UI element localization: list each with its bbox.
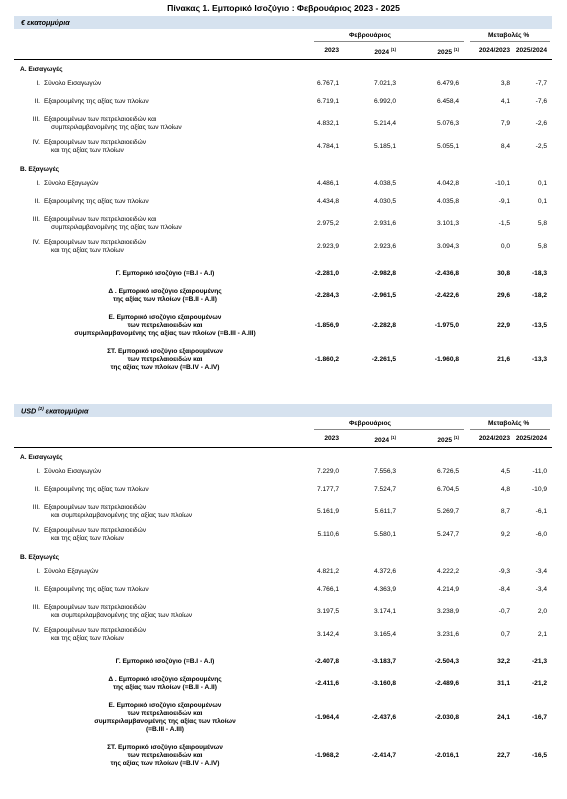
value-cell: -2.261,5 (371, 356, 396, 363)
value-cell: 8,4 (500, 143, 510, 150)
value-cell: -2.411,6 (315, 680, 339, 687)
value-cell: 3,8 (500, 80, 510, 87)
balance-label-line: ΣΤ. Εμπορικό ισοζύγιο εξαιρουμένων (107, 744, 223, 751)
row-numeral: II. (34, 486, 40, 493)
value-cell: 6.767,1 (317, 80, 339, 87)
balance-row (14, 288, 552, 308)
table-row (14, 527, 552, 547)
footnote-1: (1) (390, 47, 396, 52)
row-label-line: Εξαιρουμένης της αξίας των πλοίων (44, 586, 149, 593)
row-label-line: και συμπεριλαμβανομένης της αξίας των πλοίων (51, 612, 193, 619)
value-cell: 7,9 (500, 120, 510, 127)
row-label (44, 180, 314, 188)
balance-row (14, 702, 552, 738)
header-change-2025-2024: 2025/2024 (515, 47, 547, 54)
value-cell: -1.860,2 (314, 356, 339, 363)
value-cell: -2.030,8 (434, 714, 459, 721)
value-cell: 3.174,1 (374, 608, 396, 615)
row-label-line: Εξαιρουμένης της αξίας των πλοίων (44, 98, 149, 105)
value-cell: -21,2 (531, 680, 547, 687)
value-cell: 6.458,4 (437, 98, 459, 105)
balance-label-line: συμπεριλαμβανομένης της αξίας των πλοίων (94, 718, 236, 725)
balance-row (14, 744, 552, 772)
row-label (44, 116, 314, 132)
value-cell: -2.961,5 (371, 292, 396, 299)
table-row (14, 504, 552, 524)
row-label-line: και της αξίας των πλοίων (51, 147, 124, 154)
footnote-1: (1) (390, 435, 396, 440)
section-heading: Α. Εισαγωγές (20, 454, 63, 461)
value-cell: 7.177,7 (317, 486, 339, 493)
value-cell: 5.185,1 (374, 143, 396, 150)
balance-label-line: της αξίας των πλοίων (=B.II - A.II) (113, 684, 217, 691)
value-cell: -2.282,8 (371, 322, 396, 329)
row-label (44, 139, 314, 155)
value-cell: -18,2 (531, 292, 547, 299)
row-label-line: Εξαιρουμένων των πετρελαιοειδών και (44, 216, 157, 223)
row-label (44, 604, 314, 620)
value-cell: 5.580,1 (374, 531, 396, 538)
value-cell: 3.197,5 (317, 608, 339, 615)
value-cell: 2.923,9 (317, 243, 339, 250)
table-row (14, 468, 552, 483)
balance-row (14, 314, 552, 342)
balance-row (14, 270, 552, 282)
row-label (44, 504, 314, 520)
value-cell: -1.964,4 (314, 714, 339, 721)
row-numeral: III. (32, 116, 40, 123)
value-cell: 24,1 (497, 714, 510, 721)
row-label-line: Σύνολο Εισαγωγών (44, 468, 102, 475)
value-cell: -2.437,6 (371, 714, 396, 721)
value-cell: -2.284,3 (314, 292, 339, 299)
balance-label-line: Γ. Εμπορικό ισοζύγιο (=B.I - A.I) (115, 270, 215, 277)
footnote-1: (1) (453, 47, 459, 52)
value-cell: -1.968,2 (314, 752, 339, 759)
value-cell: -0,7 (498, 608, 510, 615)
value-cell: 2.923,6 (374, 243, 396, 250)
value-cell: -9,1 (498, 198, 510, 205)
row-label-line: και της αξίας των πλοίων (51, 635, 124, 642)
balance-label-line: των πετρελαιοειδών και (127, 322, 203, 329)
value-cell: 4.832,1 (317, 120, 339, 127)
balance-label (20, 744, 310, 768)
table-row (14, 198, 552, 213)
value-cell: -2.281,0 (314, 270, 339, 277)
table-row (14, 98, 552, 113)
balance-label (20, 288, 310, 304)
row-label (44, 468, 314, 476)
value-cell: 4,5 (500, 468, 510, 475)
value-cell: 4.821,2 (317, 568, 339, 575)
header-february: Φεβρουάριος (349, 420, 391, 427)
unit-bar (14, 404, 552, 417)
value-cell: 2.975,2 (317, 220, 339, 227)
page-title: Πίνακας 1. Εμπορικό Ισοζύγιο : Φεβρουάριος 2023 - 2025 (167, 3, 400, 13)
value-cell: 6.719,1 (317, 98, 339, 105)
table-row (14, 586, 552, 601)
balance-label-line: Δ . Εμπορικό ισοζύγιο εξαιρουμένης (108, 676, 222, 683)
row-numeral: IV. (32, 527, 40, 534)
value-cell: -7,6 (535, 98, 547, 105)
value-cell: 0,1 (537, 198, 547, 205)
value-cell: 22,9 (497, 322, 510, 329)
row-label (44, 527, 314, 543)
value-cell: 7.524,7 (374, 486, 396, 493)
row-label (44, 98, 314, 106)
value-cell: 6.992,0 (374, 98, 396, 105)
value-cell: -3.160,8 (371, 680, 396, 687)
value-cell: 21,6 (497, 356, 510, 363)
table-header (14, 29, 552, 60)
value-cell: -3,4 (535, 568, 547, 575)
value-cell: -9,3 (498, 568, 510, 575)
balance-label-line: ΣΤ. Εμπορικό ισοζύγιο εξαιρουμένων (107, 348, 223, 355)
row-numeral: IV. (32, 139, 40, 146)
table-row (14, 486, 552, 501)
row-numeral: II. (34, 98, 40, 105)
row-numeral: I. (36, 468, 40, 475)
value-cell: 3.231,6 (437, 631, 459, 638)
value-cell: -16,5 (531, 752, 547, 759)
row-label (44, 80, 314, 88)
value-cell: 8,7 (500, 508, 510, 515)
unit-label: USD $^{(2)}$ εκατομμύρια (21, 405, 89, 415)
row-label (44, 586, 314, 594)
value-cell: 31,1 (497, 680, 510, 687)
row-numeral: III. (32, 504, 40, 511)
value-cell: -3.183,7 (371, 658, 396, 665)
value-cell: 3.165,4 (374, 631, 396, 638)
eur-table (14, 16, 552, 400)
value-cell: -11,0 (532, 468, 547, 475)
value-cell: 4.363,9 (374, 586, 396, 593)
section-heading: Β. Εξαγωγές (20, 554, 60, 561)
row-label-line: και της αξίας των πλοίων (51, 535, 124, 542)
row-label-line: και συμπεριλαμβανομένης της αξίας των πλοίων (51, 512, 193, 519)
row-numeral: IV. (32, 239, 40, 246)
table-row (14, 239, 552, 259)
value-cell: -2.436,8 (434, 270, 459, 277)
value-cell: 6.726,5 (437, 468, 459, 475)
value-cell: 4,8 (500, 486, 510, 493)
row-label-line: Εξαιρουμένης της αξίας των πλοίων (44, 486, 149, 493)
value-cell: 0,1 (537, 180, 547, 187)
row-numeral: I. (36, 80, 40, 87)
value-cell: 29,6 (497, 292, 510, 299)
table-header (14, 417, 552, 448)
table-body (14, 60, 552, 400)
balance-label-line: των πετρελαιοειδών και (127, 752, 203, 759)
balance-label-line: (=B.III - A.III) (145, 726, 185, 733)
header-rule (470, 41, 550, 42)
value-cell: 6.479,6 (437, 80, 459, 87)
header-changes: Μεταβολές % (488, 32, 530, 39)
balance-row (14, 676, 552, 696)
value-cell: 7.556,3 (374, 468, 396, 475)
value-cell: -1.856,9 (314, 322, 339, 329)
table-row (14, 80, 552, 95)
value-cell: 2,1 (537, 631, 547, 638)
value-cell: 5,8 (537, 243, 547, 250)
balance-label-line: Ε. Εμπορικό ισοζύγιο εξαιρουμένων (108, 702, 222, 709)
value-cell: 9,2 (500, 531, 510, 538)
header-rule (314, 429, 464, 430)
value-cell: 5.611,7 (374, 508, 396, 515)
row-label-line: Εξαιρουμένων των πετρελαιοειδών (44, 527, 147, 534)
value-cell: -2.414,7 (371, 752, 396, 759)
value-cell: 5,8 (537, 220, 547, 227)
value-cell: 4.486,1 (317, 180, 339, 187)
value-cell: -2,5 (535, 143, 547, 150)
header-rule (314, 41, 464, 42)
value-cell: -2.489,6 (434, 680, 459, 687)
balance-label (20, 702, 310, 734)
footnote-1: (1) (453, 435, 459, 440)
value-cell: 4.038,5 (374, 180, 396, 187)
row-label (44, 198, 314, 206)
value-cell: 7.229,0 (317, 468, 339, 475)
header-year-2025: 2025 $^{(1)}$ (437, 435, 459, 445)
value-cell: 5.076,3 (437, 120, 459, 127)
row-numeral: II. (34, 586, 40, 593)
row-label-line: Εξαιρουμένων των πετρελαιοειδών (44, 139, 147, 146)
balance-label-line: των πετρελαιοειδών και (127, 710, 203, 717)
value-cell: 4.042,8 (437, 180, 459, 187)
value-cell: 4.035,8 (437, 198, 459, 205)
value-cell: -13,3 (531, 356, 547, 363)
row-numeral: IV. (32, 627, 40, 634)
value-cell: 0,7 (500, 631, 510, 638)
table-body (14, 448, 552, 788)
value-cell: -2.504,3 (434, 658, 459, 665)
value-cell: -2.016,1 (434, 752, 459, 759)
row-label-line: Σύνολο Εισαγωγών (44, 80, 102, 87)
value-cell: 2,0 (537, 608, 547, 615)
row-label-line: Εξαιρουμένης της αξίας των πλοίων (44, 198, 149, 205)
value-cell: -6,1 (535, 508, 547, 515)
value-cell: 5.161,9 (317, 508, 339, 515)
row-numeral: II. (34, 198, 40, 205)
header-changes: Μεταβολές % (488, 420, 530, 427)
row-label-line: συμπεριλαμβανομένης της αξίας των πλοίων (51, 224, 182, 231)
table-row (14, 604, 552, 624)
balance-label-line: συμπεριλαμβανομένης της αξίας των πλοίων (=B.III - A.III) (74, 330, 256, 337)
section-heading: Α. Εισαγωγές (20, 66, 63, 73)
value-cell: -3,4 (535, 586, 547, 593)
section-heading: Β. Εξαγωγές (20, 166, 60, 173)
row-numeral: III. (32, 216, 40, 223)
header-year-2024: 2024 $^{(1)}$ (374, 47, 396, 57)
value-cell: 30,8 (497, 270, 510, 277)
header-year-2023: 2023 (324, 47, 339, 54)
value-cell: 3.101,3 (437, 220, 459, 227)
value-cell: -10,1 (494, 180, 510, 187)
value-cell: 4.222,2 (437, 568, 459, 575)
value-cell: -2,6 (535, 120, 547, 127)
value-cell: -1,5 (498, 220, 510, 227)
balance-label-line: της αξίας των πλοίων (=B.IV - A.IV) (110, 364, 220, 371)
value-cell: -2.982,8 (371, 270, 396, 277)
row-numeral: I. (36, 180, 40, 187)
balance-label (20, 270, 310, 278)
table-row (14, 139, 552, 159)
value-cell: 4.766,1 (317, 586, 339, 593)
row-label-line: Εξαιρουμένων των πετρελαιοειδών (44, 627, 147, 634)
row-label (44, 216, 314, 232)
row-label-line: Εξαιρουμένων των πετρελαιοειδών (44, 604, 147, 611)
value-cell: 4,1 (500, 98, 510, 105)
value-cell: 0,0 (500, 243, 510, 250)
balance-label (20, 658, 310, 666)
row-label (44, 239, 314, 255)
table-row (14, 180, 552, 195)
value-cell: 4.214,9 (437, 586, 459, 593)
value-cell: -6,0 (535, 531, 547, 538)
value-cell: -2.407,8 (314, 658, 339, 665)
row-numeral: III. (32, 604, 40, 611)
header-change-2025-2024: 2025/2024 (515, 435, 547, 442)
value-cell: -16,7 (531, 714, 547, 721)
unit-bar (14, 16, 552, 29)
row-label-line: Εξαιρουμένων των πετρελαιοειδών και (44, 116, 157, 123)
value-cell: 7.021,3 (374, 80, 396, 87)
value-cell: 5.214,4 (374, 120, 396, 127)
balance-label (20, 676, 310, 692)
row-label-line: Εξαιρουμένων των πετρελαιοειδών (44, 504, 147, 511)
value-cell: 4.372,6 (374, 568, 396, 575)
value-cell: -2.422,6 (434, 292, 459, 299)
value-cell: 22,7 (497, 752, 510, 759)
row-label (44, 568, 314, 576)
unit-label: € εκατομμύρια (21, 17, 70, 27)
value-cell: -1.960,8 (434, 356, 459, 363)
usd-table (14, 404, 552, 788)
header-change-2024-2023: 2024/2023 (478, 47, 510, 54)
row-label-line: Εξαιρουμένων των πετρελαιοειδών (44, 239, 147, 246)
table-row (14, 116, 552, 136)
value-cell: 4.784,1 (317, 143, 339, 150)
header-change-2024-2023: 2024/2023 (478, 435, 510, 442)
value-cell: 5.269,7 (437, 508, 459, 515)
value-cell: -21,3 (531, 658, 547, 665)
value-cell: 3.238,9 (437, 608, 459, 615)
row-numeral: I. (36, 568, 40, 575)
balance-label-line: Δ . Εμπορικό ισοζύγιο εξαιρουμένης (108, 288, 222, 295)
row-label (44, 627, 314, 643)
balance-label (20, 348, 310, 372)
value-cell: -10,9 (531, 486, 547, 493)
value-cell: 3.142,4 (317, 631, 339, 638)
value-cell: 3.094,3 (437, 243, 459, 250)
balance-row (14, 348, 552, 376)
row-label (44, 486, 314, 494)
table-row (14, 627, 552, 647)
value-cell: 2.931,6 (374, 220, 396, 227)
value-cell: 32,2 (497, 658, 510, 665)
value-cell: -7,7 (535, 80, 547, 87)
value-cell: 5.110,6 (317, 531, 339, 538)
value-cell: 4.434,8 (317, 198, 339, 205)
table-row (14, 216, 552, 236)
balance-row (14, 658, 552, 670)
balance-label-line: των πετρελαιοειδών και (127, 356, 203, 363)
value-cell: 6.704,5 (437, 486, 459, 493)
balance-label-line: της αξίας των πλοίων (=B.IV - A.IV) (110, 760, 220, 767)
balance-label-line: της αξίας των πλοίων (=B.II - A.II) (113, 296, 217, 303)
value-cell: -8,4 (498, 586, 510, 593)
header-year-2023: 2023 (324, 435, 339, 442)
value-cell: 5.247,7 (437, 531, 459, 538)
row-label-line: Σύνολο Εξαγωγών (44, 180, 99, 187)
row-label-line: Σύνολο Εξαγωγών (44, 568, 99, 575)
unit-footnote: (2) (38, 405, 44, 411)
header-year-2024: 2024 $^{(1)}$ (374, 435, 396, 445)
header-rule (470, 429, 550, 430)
value-cell: -18,3 (531, 270, 547, 277)
value-cell: -1.975,0 (434, 322, 459, 329)
value-cell: -13,5 (531, 322, 547, 329)
row-label-line: συμπεριλαμβανομένης της αξίας των πλοίων (51, 124, 182, 131)
row-label-line: και της αξίας των πλοίων (51, 247, 124, 254)
header-year-2025: 2025 $^{(1)}$ (437, 47, 459, 57)
table-row (14, 568, 552, 583)
balance-label-line: Γ. Εμπορικό ισοζύγιο (=B.I - A.I) (115, 658, 215, 665)
value-cell: 5.055,1 (437, 143, 459, 150)
value-cell: 4.030,5 (374, 198, 396, 205)
balance-label-line: Ε. Εμπορικό ισοζύγιο εξαιρουμένων (108, 314, 222, 321)
balance-label (20, 314, 310, 338)
header-february: Φεβρουάριος (349, 32, 391, 39)
